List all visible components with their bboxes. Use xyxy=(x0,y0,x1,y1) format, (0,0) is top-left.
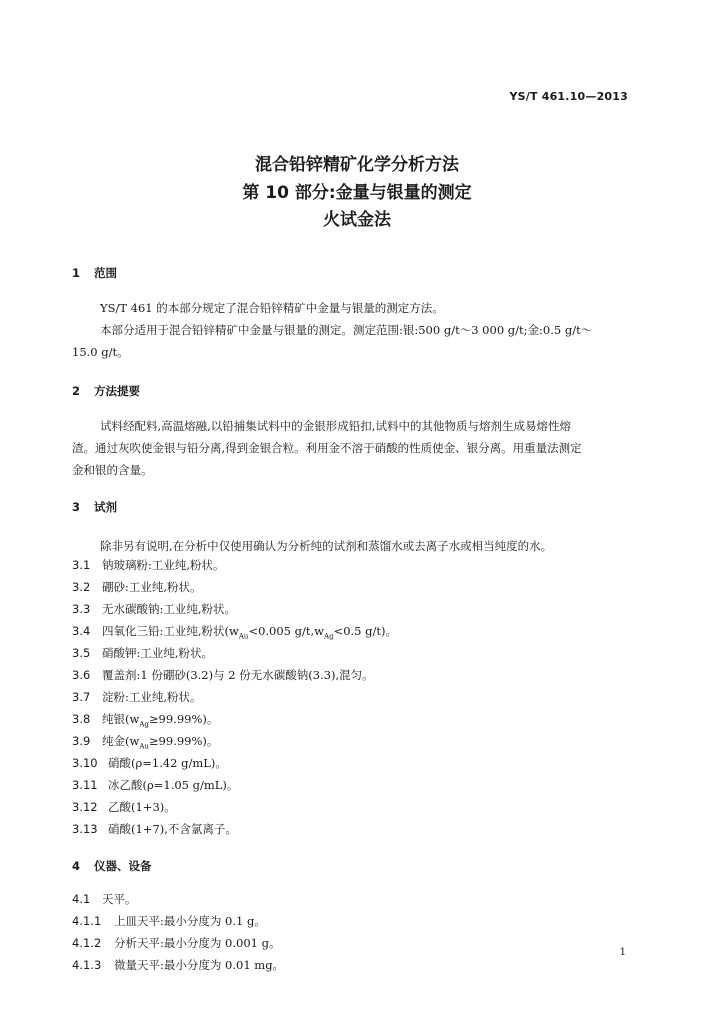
doc-title-line3: 火试金法 xyxy=(323,210,391,230)
section-2-line-2: 渣。通过灰吹使金银与铅分离,得到金银合粒。利用金不溶于硝酸的性质使金、银分离。用重量法测定 xyxy=(72,441,582,455)
section-title: 范围 xyxy=(94,266,117,280)
page-number: 1 xyxy=(619,947,626,958)
equipment-item: 4.1.2 分析天平:最小分度为 0.001 g。 xyxy=(72,936,281,950)
reagent-item: 3.6 覆盖剂:1 份硼砂(3.2)与 2 份无水碳酸钠(3.3),混匀。 xyxy=(72,668,374,682)
equipment-item: 4.1.3 微量天平:最小分度为 0.01 mg。 xyxy=(72,958,285,972)
doc-title-line2: 第 10 部分:金量与银量的测定 xyxy=(242,183,472,203)
equipment-item: 4.1.1 上皿天平:最小分度为 0.1 g。 xyxy=(72,914,266,928)
section-4-heading xyxy=(72,858,152,874)
section-3-intro: 除非另有说明,在分析中仅使用确认为分析纯的试剂和蒸馏水或去离子水或相当纯度的水。 xyxy=(100,539,553,553)
reagent-item: 3.13 硝酸(1+7),不含氯离子。 xyxy=(72,822,237,836)
section-title: 试剂 xyxy=(94,500,117,514)
section-1-paragraph-1: YS/T 461 的本部分规定了混合铅锌精矿中金量与银量的测定方法。 xyxy=(100,301,444,315)
reagent-item: 3.10 硝酸(ρ=1.42 g/mL)。 xyxy=(72,756,227,770)
reagent-item: 3.8 纯银$(w_{Ag}\ge 99.99\%)$。 xyxy=(72,712,219,729)
reagent-item: 3.12 乙酸(1+3)。 xyxy=(72,800,176,814)
reagent-item: 3.7 淀粉:工业纯,粉状。 xyxy=(72,690,202,704)
section-title: 仪器、设备 xyxy=(94,859,152,873)
section-1-heading xyxy=(72,265,117,281)
reagent-item: 3.5 硝酸钾:工业纯,粉状。 xyxy=(72,646,214,660)
section-number: 1 xyxy=(72,266,81,280)
section-2-line-3: 金和银的含量。 xyxy=(72,463,153,477)
section-number: 2 xyxy=(72,384,81,398)
section-1-paragraph-2: 本部分适用于混合铅锌精矿中金量与银量的测定。测定范围:银:500 g/t～3 000 g/t;金:0.5 g/t～ xyxy=(100,323,593,337)
section-title: 方法提要 xyxy=(94,384,140,398)
section-3-heading xyxy=(72,499,117,515)
reagent-item: 3.1 钠玻璃粉:工业纯,粉状。 xyxy=(72,558,225,572)
equipment-item: 4.1 天平。 xyxy=(72,892,137,906)
reagent-item: 3.11 冰乙酸(ρ=1.05 g/mL)。 xyxy=(72,778,239,792)
section-number: 3 xyxy=(72,500,81,514)
reagent-item: 3.4 四氧化三铅:工业纯,粉状($w_{Au}<0.005$ $g/t,w_{Ag}<0.5$ g/t)。 xyxy=(72,624,397,641)
section-number: 4 xyxy=(72,859,81,873)
reagent-item: 3.2 硼砂:工业纯,粉状。 xyxy=(72,580,202,594)
standard-number: YS/T 461.10—2013 xyxy=(509,90,628,103)
section-1-paragraph-2-cont: 15.0 g/t。 xyxy=(72,345,129,359)
section-2-line-1: 试料经配料,高温熔融,以铅捕集试料中的金银形成铅扣,试料中的其他物质与熔剂生成易熔性熔 xyxy=(100,419,571,433)
reagent-item: 3.3 无水碳酸钠:工业纯,粉状。 xyxy=(72,602,237,616)
doc-title-line1: 混合铅锌精矿化学分析方法 xyxy=(255,155,459,175)
reagent-item: 3.9 纯金$(w_{Au}\ge 99.99\%)$。 xyxy=(72,734,219,751)
section-2-heading xyxy=(72,383,140,399)
